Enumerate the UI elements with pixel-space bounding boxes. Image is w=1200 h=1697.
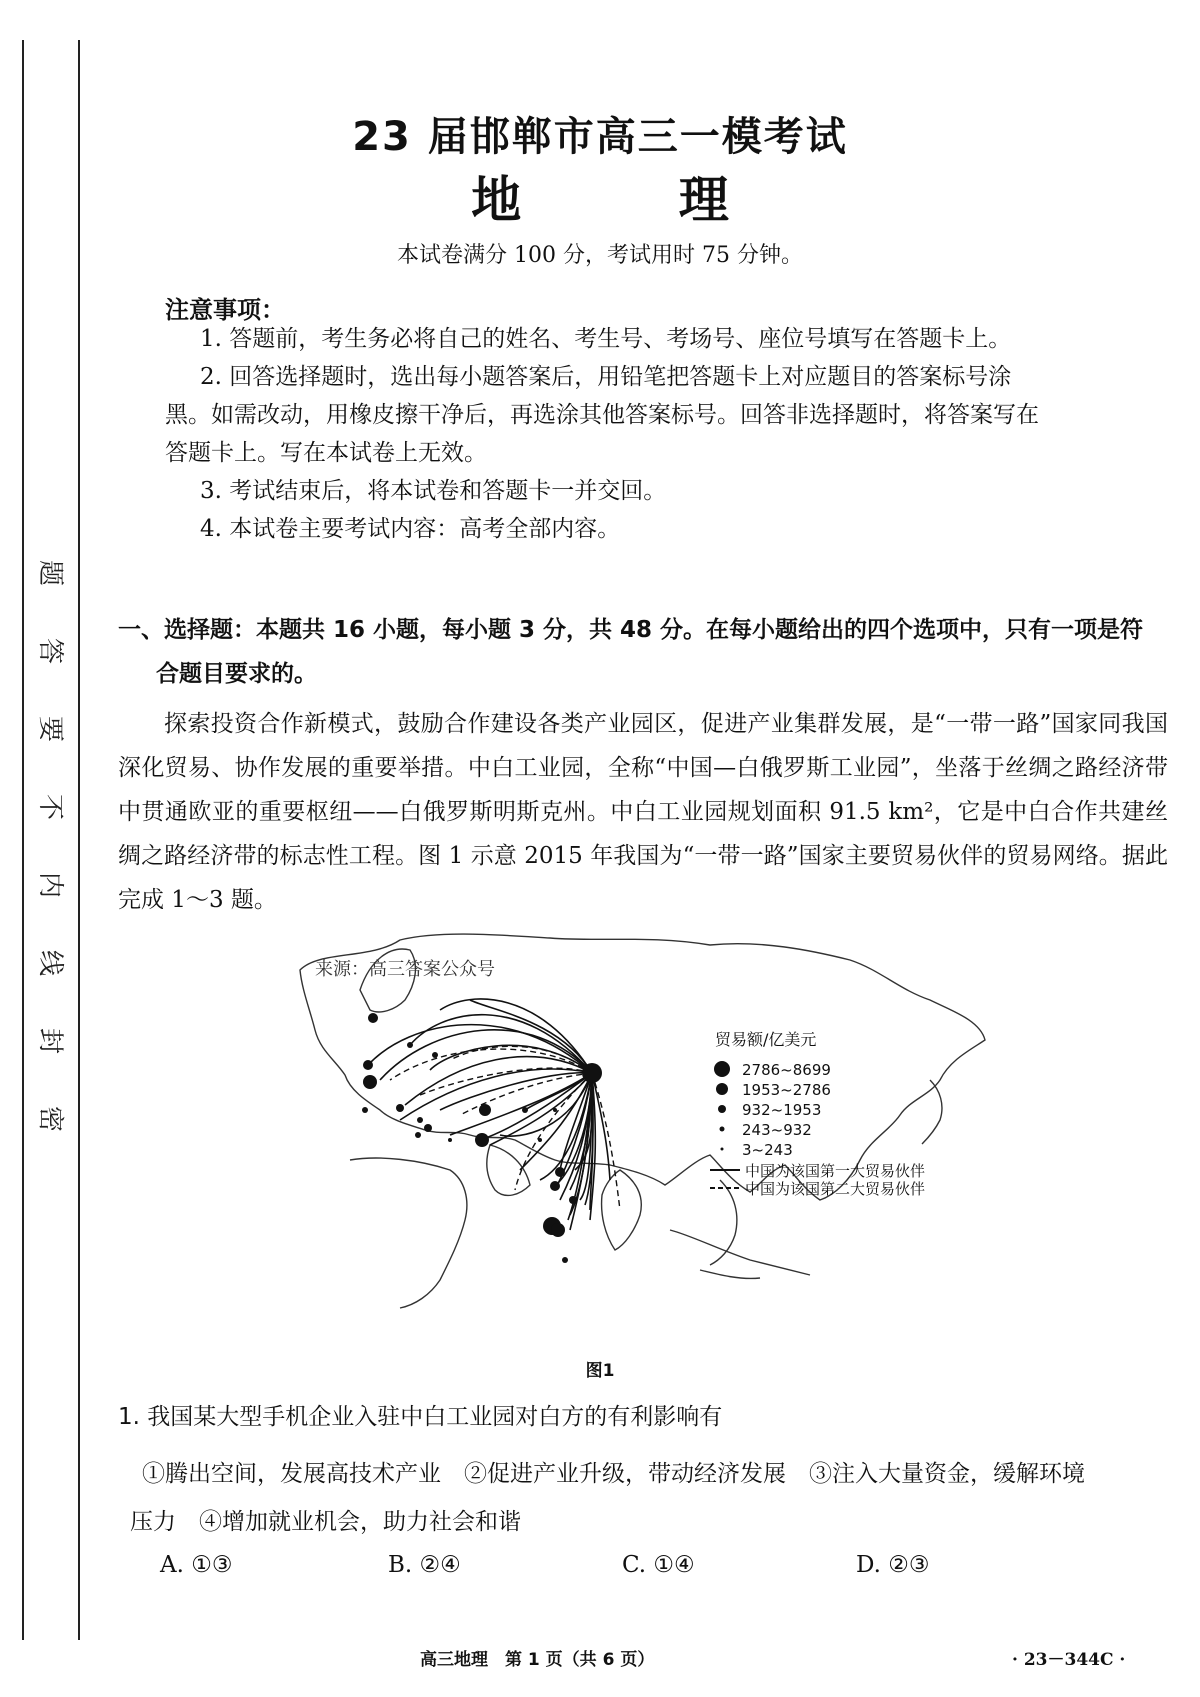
- margin-char: 答: [35, 637, 65, 664]
- statements-line1: ①腾出空间，发展高技术产业 ②促进产业升级，带动经济发展 ③注入大量资金，缓解环境: [142, 1461, 1085, 1487]
- partner-dot: [448, 1138, 452, 1142]
- section-heading-line1: 一、选择题：本题共 16 小题，每小题 3 分，共 48 分。在每小题给出的四个选项中，只有一项是符: [118, 617, 1144, 643]
- map-svg: [290, 930, 1080, 1310]
- partner-dot: [362, 1107, 368, 1113]
- notice-item: 1. 答题前，考生务必将自己的姓名、考生号、考场号、座位号填写在答题卡上。: [200, 326, 1012, 352]
- partner-dot: [551, 1223, 565, 1237]
- margin-char: 题: [35, 559, 65, 586]
- partner-dot: [550, 1181, 560, 1191]
- partner-dot: [363, 1075, 377, 1089]
- margin-char: 内: [35, 871, 65, 898]
- partner-dot: [562, 1257, 568, 1263]
- choice-c[interactable]: C. ①④: [622, 1552, 695, 1578]
- paper-info: 本试卷满分 100 分，考试用时 75 分钟。: [397, 243, 803, 268]
- question-1-statements: [130, 1450, 1172, 1546]
- statements-line2: 压力 ④增加就业机会，助力社会和谐: [130, 1509, 521, 1535]
- passage-intro: 探索投资合作新模式，鼓励合作建设各类产业园区，促进产业集群发展，是“一带一路”国家同我国深化贸易、协作发展的重要举措。中白工业园，全称“中国—白俄罗斯工业园”，坐落于丝绸之路经济带中贯通欧亚的重要枢纽——白俄罗斯明斯克州。中白工业园规划面积 91.5 km²，它是中白合作共建丝绸之路经济带的标志性工程。图 1 示意 2015 年我国为“一带一路”国家主要贸易伙伴的贸易网络。据此完成 1～3 题。: [118, 711, 1168, 913]
- notice-item: 答题卡上。写在本试卷上无效。: [165, 440, 487, 466]
- legend-class: 243~932: [742, 1121, 812, 1139]
- trade-network-map: [290, 930, 1080, 1310]
- japan-outline: [922, 1080, 942, 1144]
- page-label: 高三地理 第 1 页（共 6 页）: [420, 1650, 655, 1670]
- trade-line-dashed: [420, 1068, 592, 1095]
- choice-d[interactable]: D. ②③: [856, 1552, 930, 1578]
- paper-code: · 23－344C ·: [1012, 1650, 1126, 1670]
- margin-char: 封: [35, 1027, 65, 1054]
- china-dot: [582, 1063, 602, 1083]
- margin-char: 线: [35, 949, 65, 976]
- trade-line: [440, 1073, 592, 1110]
- choice-b[interactable]: B. ②④: [388, 1552, 461, 1578]
- choice-a[interactable]: A. ①③: [160, 1552, 233, 1578]
- se-asia-outline: [710, 1180, 737, 1265]
- partner-dot: [407, 1042, 413, 1048]
- legend-dot-s: [720, 1127, 725, 1132]
- legend-line-label: 中国为该国第一大贸易伙伴: [745, 1162, 926, 1180]
- figure-caption: 图1: [585, 1361, 615, 1381]
- map-watermark: 来源：高三答案公众号: [315, 959, 495, 980]
- partner-dot: [363, 1060, 373, 1070]
- partner-dot: [553, 1108, 557, 1112]
- trade-lines: [368, 999, 610, 1230]
- notice-heading: 注意事项：: [165, 296, 285, 324]
- question-1-stem: 1. 我国某大型手机企业入驻中白工业园对白方的有利影响有: [118, 1404, 723, 1430]
- partner-dot: [569, 1196, 577, 1204]
- partner-dot: [432, 1052, 438, 1058]
- legend-class: 3~243: [742, 1141, 793, 1159]
- legend-line-label: 中国为该国第二大贸易伙伴: [745, 1180, 926, 1198]
- notice-item: 3. 考试结束后，将本试卷和答题卡一并交回。: [200, 478, 667, 504]
- legend-dot-l: [716, 1083, 728, 1095]
- margin-char: 要: [35, 715, 65, 742]
- notice-item: 2. 回答选择题时，选出每小题答案后，用铅笔把答题卡上对应题目的答案标号涂: [200, 364, 1012, 390]
- margin-char: 不: [35, 793, 65, 820]
- margin-line-outer: [22, 40, 24, 1640]
- legend-class: 932~1953: [742, 1101, 822, 1119]
- margin-char: 密: [35, 1105, 65, 1132]
- arabia-outline: [487, 1145, 530, 1195]
- partner-dot: [415, 1132, 421, 1138]
- exam-title: 23 届邯郸市高三一模考试: [352, 114, 848, 160]
- partner-dot: [396, 1104, 404, 1112]
- subject-title: 地 理: [471, 171, 799, 229]
- partner-dot: [555, 1167, 565, 1177]
- partner-dot: [479, 1104, 491, 1116]
- section-heading-line2: 合题目要求的。: [156, 661, 317, 687]
- trade-line: [405, 1057, 592, 1105]
- section-heading: [118, 608, 1168, 696]
- sealed-line-notice: [30, 560, 70, 1132]
- margin-line-inner: [78, 40, 80, 1640]
- partner-dot: [417, 1117, 423, 1123]
- partner-dot: [522, 1107, 528, 1113]
- partner-dot: [538, 1138, 542, 1142]
- indonesia-outline: [670, 1230, 810, 1278]
- legend-dot-xs: [721, 1148, 724, 1151]
- legend-class: 1953~2786: [742, 1081, 831, 1099]
- legend-title: 贸易额/亿美元: [715, 1030, 817, 1049]
- notice-item: 黑。如需改动，用橡皮擦干净后，再选涂其他答案标号。回答非选择题时，将答案写在: [165, 402, 1039, 428]
- map-legend: [710, 1030, 925, 1198]
- partner-dot: [424, 1124, 432, 1132]
- legend-dot-xl: [714, 1061, 730, 1077]
- partner-dot: [368, 1013, 378, 1023]
- legend-dot-m: [718, 1105, 726, 1113]
- continent-outlines: [300, 934, 985, 1308]
- legend-class: 2786~8699: [742, 1061, 831, 1079]
- india-outline: [602, 1170, 642, 1250]
- africa-outline: [350, 1158, 467, 1308]
- partner-dot: [475, 1133, 489, 1147]
- notice-item: 4. 本试卷主要考试内容：高考全部内容。: [200, 516, 621, 542]
